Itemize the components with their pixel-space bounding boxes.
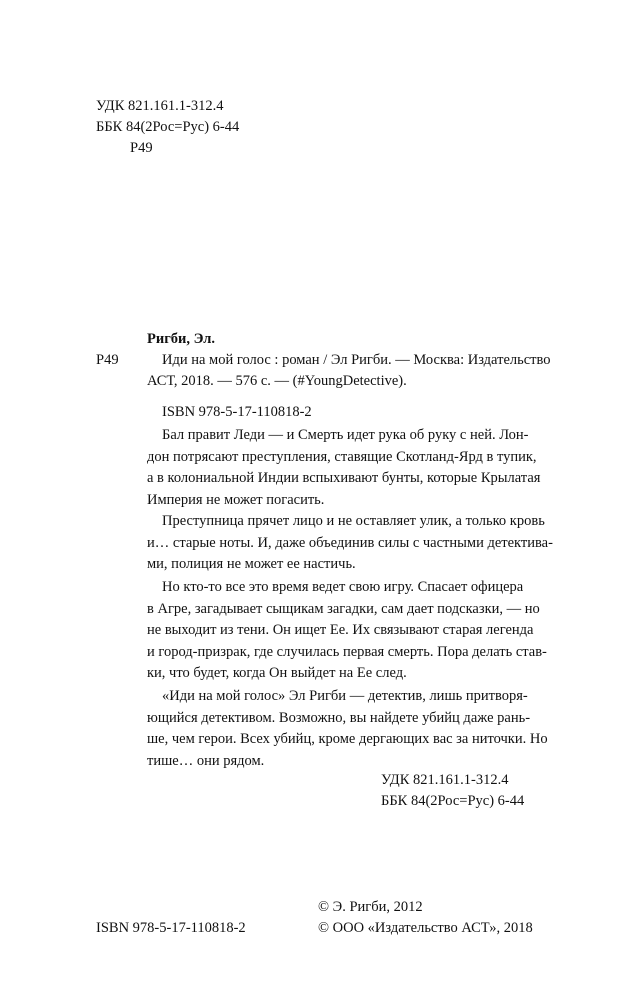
annotation-paragraph-4 [147, 686, 547, 772]
annotation-line: тише… они рядом. [147, 752, 265, 769]
annotation-line: дон потрясают преступления, ставящие Скотланд-Ярд в тупик, [147, 448, 537, 465]
annotation-line: в Агре, загадывает сыщикам загадки, сам дает подсказки, — но [147, 600, 540, 617]
annotation-line: ми, полиция не может ее настичь. [147, 556, 356, 573]
annotation-line: а в колониальной Индии вспыхивают бунты, которые Крылатая [147, 470, 541, 487]
annotation-line: ки, что будет, когда Он выйдет на Ее след. [147, 665, 407, 682]
isbn-bottom: ISBN 978-5-17-110818-2 [96, 920, 246, 936]
copyright-publisher: © ООО «Издательство АСТ», 2018 [318, 920, 533, 936]
annotation-paragraph-3 [147, 577, 547, 685]
annotation-line: Бал правит Леди — и Смерть идет рука об руку с ней. Лон- [162, 427, 529, 443]
udk-code-top: УДК 821.161.1-312.4 [96, 98, 224, 114]
annotation-line: не выходит из тени. Он ищет Ее. Их связывают старая легенда [147, 622, 534, 639]
annotation-line: и… старые ноты. И, даже объединив силы с частными детектива- [147, 534, 553, 551]
annotation-paragraph-1 [147, 425, 547, 511]
annotation-line: Но кто-то все это время ведет свою игру. Спасает офицера [162, 579, 524, 595]
bbk-code-top: ББК 84(2Рос=Рус) 6-44 [96, 119, 240, 135]
author-name-text: Ригби, Эл. [147, 331, 216, 347]
author-mark-entry: Р49 [96, 352, 119, 368]
title-line-1: Иди на мой голос : роман / Эл Ригби. — Москва: Издательство [162, 352, 551, 368]
annotation-paragraph-2 [147, 511, 553, 576]
annotation-line: ше, чем герои. Всех убийц, кроме дергающих вас за ниточки. Но [147, 731, 548, 748]
bbk-code-bottom: ББК 84(2Рос=Рус) 6-44 [381, 793, 525, 809]
annotation-line: и город-призрак, где случилась первая смерть. Пора делать став- [147, 643, 547, 660]
isbn-entry: ISBN 978-5-17-110818-2 [162, 404, 312, 420]
copyright-author: © Э. Ригби, 2012 [318, 899, 423, 915]
author-mark-top: Р49 [130, 140, 153, 156]
annotation-line: «Иди на мой голос» Эл Ригби — детектив, лишь притворя- [162, 688, 528, 704]
title-line-2: АСТ, 2018. — 576 с. — (#YoungDetective). [147, 373, 407, 389]
author-name [147, 329, 215, 350]
annotation-line: Империя не может погасить. [147, 491, 325, 508]
udk-code-bottom: УДК 821.161.1-312.4 [381, 772, 509, 788]
annotation-line: ющийся детективом. Возможно, вы найдете убийц даже рань- [147, 709, 531, 726]
annotation-line: Преступница прячет лицо и не оставляет улик, а только кровь [162, 513, 545, 529]
